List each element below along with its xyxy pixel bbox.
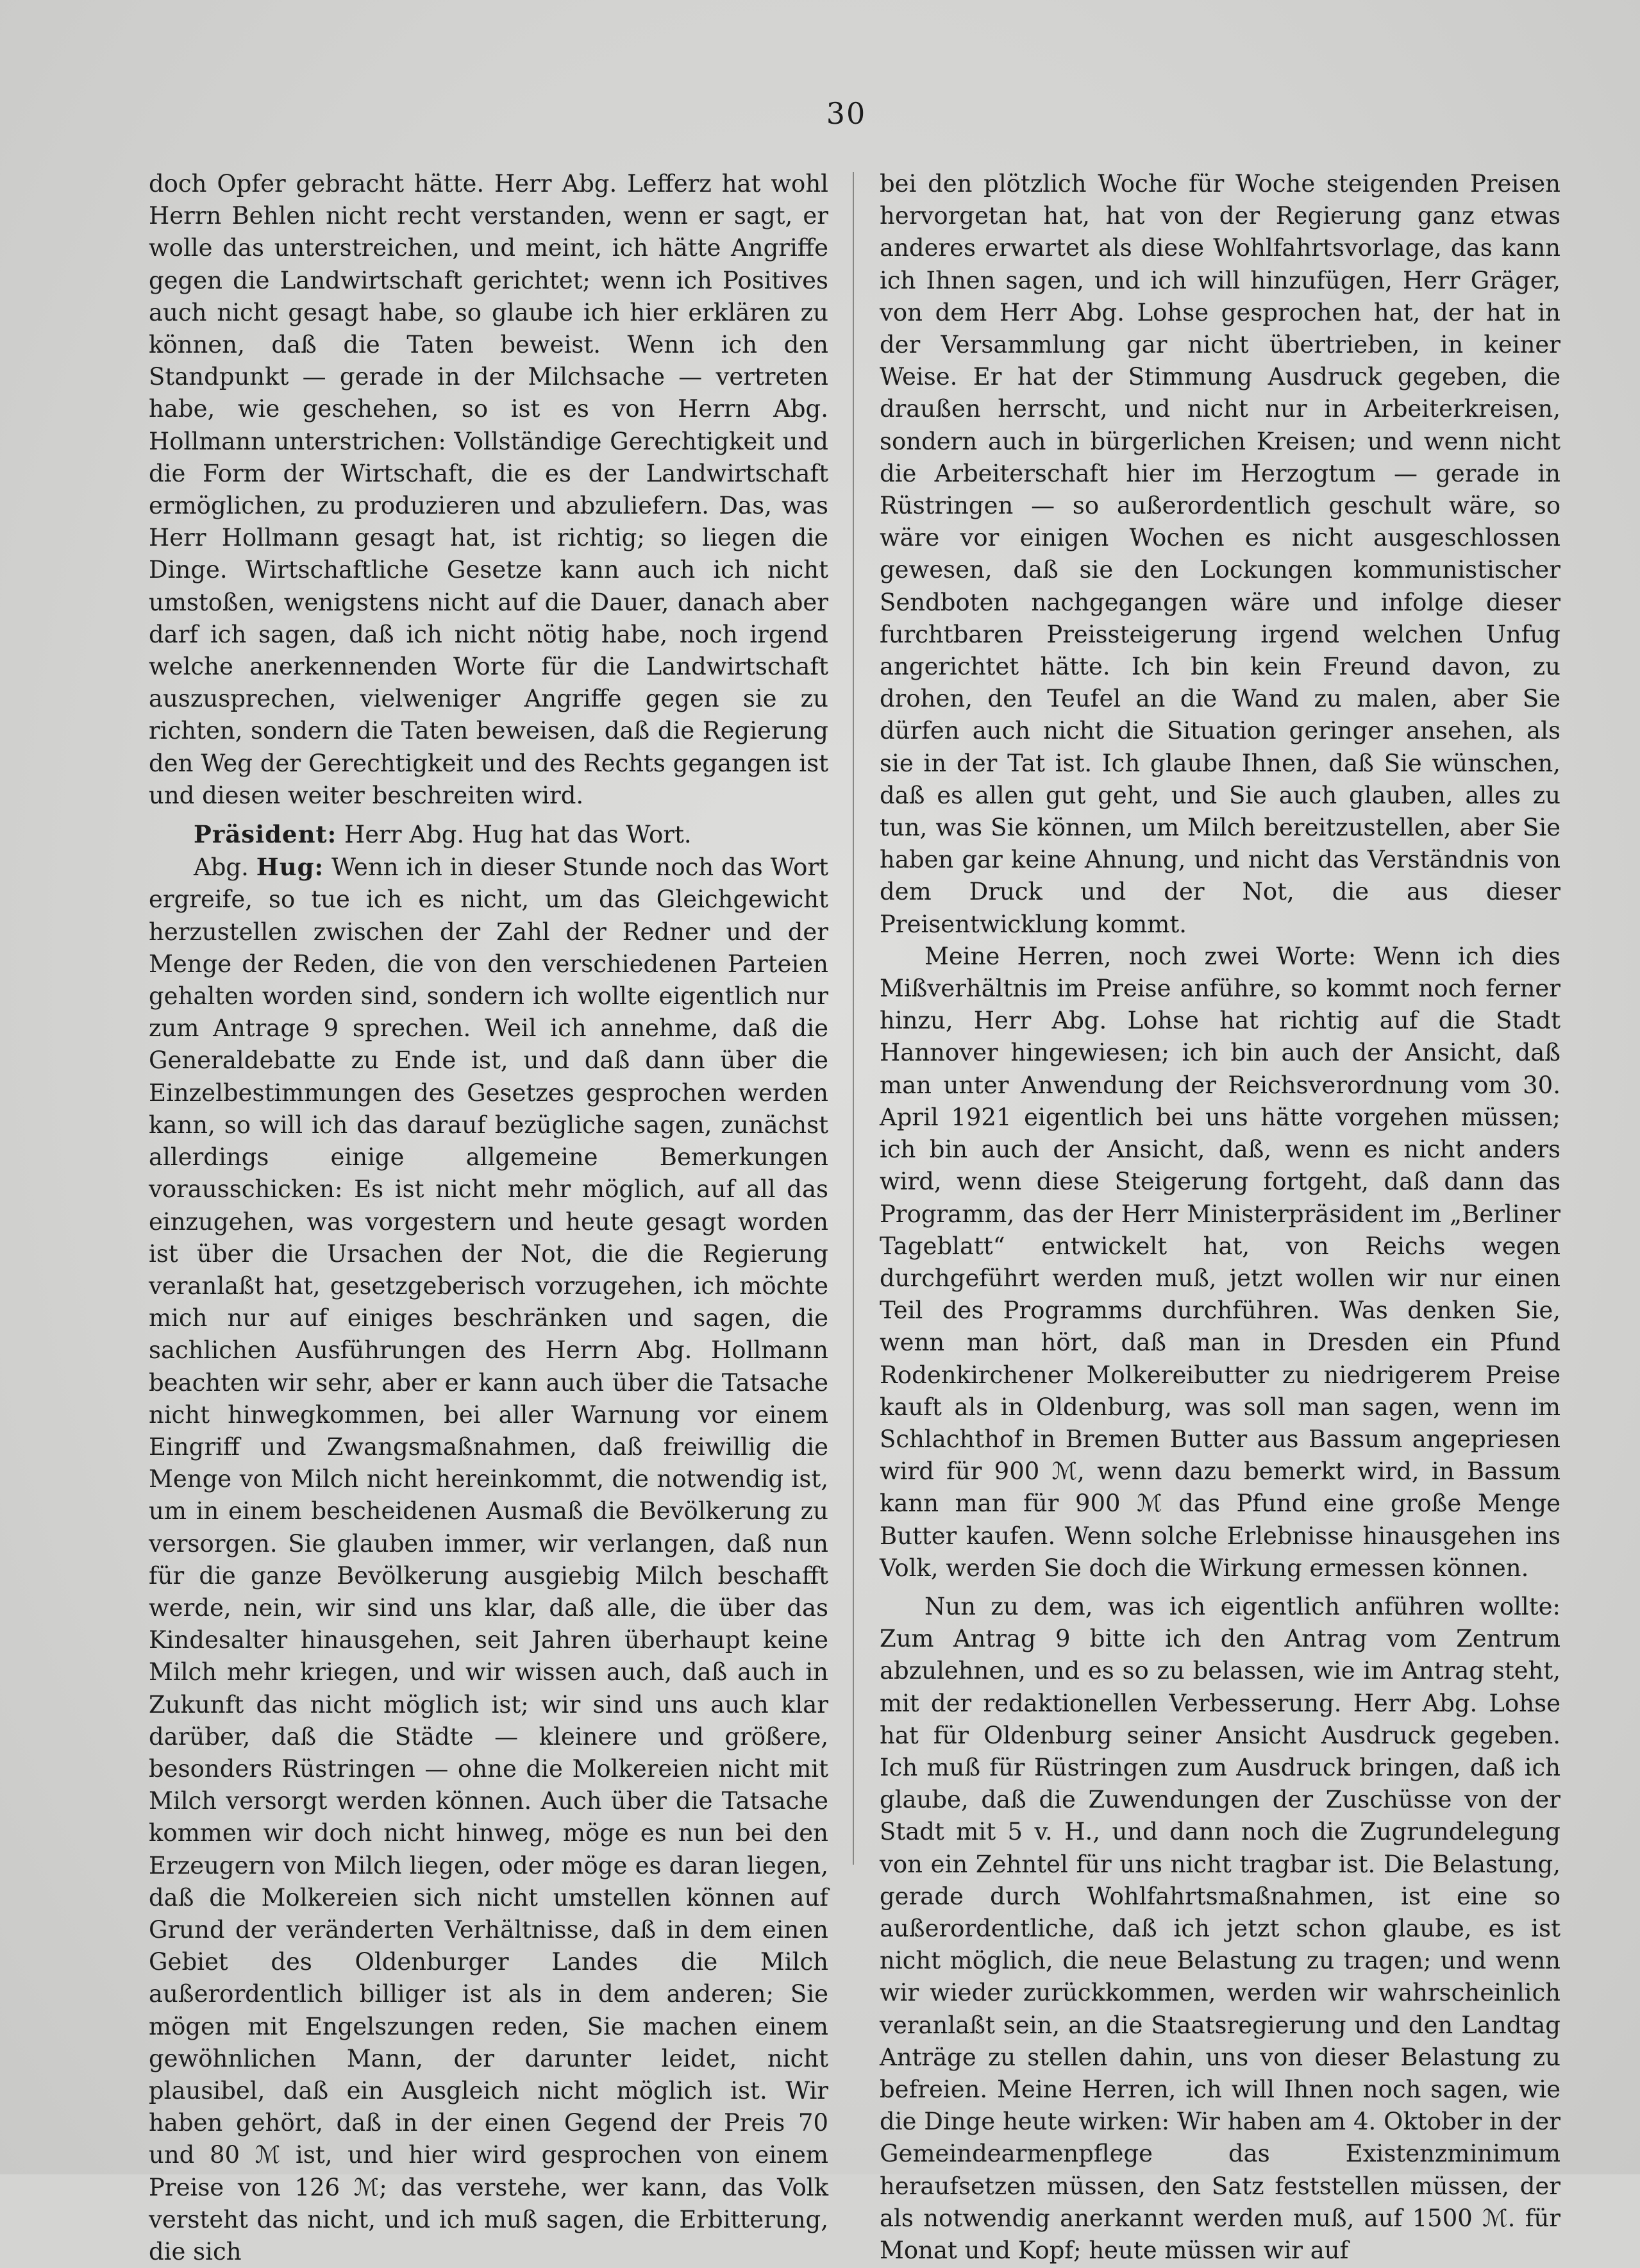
hug-prefix: Abg. xyxy=(194,853,249,882)
right-column xyxy=(880,168,1561,2267)
hug-text: Wenn ich in dieser Stunde noch das Wort ergreife, so tue ich es nicht, um das Gleichgewicht herzustellen zwischen der Zahl der Redner und der Menge der Reden, die von den verschiedenen Parteien gehalten worden sind, sondern ich wollte eigentlich nur zum Antrage 9 sprechen. Weil ich annehme, daß die Generaldebatte zu Ende ist, und daß dann über die Einzelbestimmungen des Gesetzes gesprochen werden kann, so will ich das darauf bezügliche sagen, zunächst allerdings einige allgemeine Bemerkungen vorausschicken: Es ist nicht mehr möglich, auf all das einzugehen, was vorgestern und heute gesagt worden ist über die Ursachen der Not, die die Regierung veranlaßt hat, gesetzgeberisch vorzugehen, ich möchte mich nur auf einiges beschränken und sagen, die sachlichen Ausführungen des Herrn Abg. Hollmann beachten wir sehr, aber er kann auch über die Tatsache nicht hinwegkommen, bei aller Warnung vor einem Eingriff und Zwangsmaßnahmen, daß freiwillig die Menge von Milch nicht hereinkommt, die notwendig ist, um in einem bescheidenen Ausmaß die Bevölkerung zu versorgen. Sie glauben immer, wir verlangen, daß nun für die ganze Bevölkerung ausgiebig Milch beschafft werde, nein, wir sind uns klar, daß alle, die über das Kindesalter hinausgehen, seit Jahren überhaupt keine Milch mehr kriegen, und wir wissen auch, daß auch in Zukunft das nicht möglich ist; wir sind uns auch klar darüber, daß die Städte — kleinere und größere, besonders Rüstringen — ohne die Molkereien nicht mit Milch versorgt werden können. Auch über die Tatsache kommen wir doch nicht hinweg, möge es nun bei den Erzeugern von Milch liegen, oder möge es daran liegen, daß die Molkereien sich nicht umstellen können auf Grund der veränderten Verhältnisse, daß in dem einen Gebiet des Oldenburger Landes die Milch außerordentlich billiger ist als in dem anderen; Sie mögen mit Engelszungen reden, Sie machen einem gewöhnlichen Mann, der darunter leidet, nicht plausibel, daß ein Ausgleich nicht möglich ist. Wir haben gehört, daß in der einen Gegend der Preis 70 und 80 ℳ ist, und hier wird gesprochen von einem Preise von 126 ℳ; das verstehe, wer kann, das Volk versteht das nicht, und ich muß sagen, die Erbitterung, die sich xyxy=(149,853,828,2265)
president-speaker-label: Präsident: xyxy=(194,820,337,849)
left-paragraph-1: doch Opfer gebracht hätte. Herr Abg. Lefferz hat wohl Herrn Behlen nicht recht verstanden, wenn er sagt, er wolle das unterstreichen, und meint, ich hätte Angriffe gegen die Landwirtschaft gerichtet; wenn ich Positives auch nicht gesagt habe, so glaube ich hier erklären zu können, daß die Taten beweist. Wenn ich den Standpunkt — gerade in der Milchsache — vertreten habe, wie geschehen, so ist es von Herrn Abg. Hollmann unterstrichen: Vollständige Gerechtigkeit und die Form der Wirtschaft, die es der Landwirtschaft ermöglichen, zu produzieren und abzuliefern. Das, was Herr Hollmann gesagt hat, ist richtig; so liegen die Dinge. Wirtschaftliche Gesetze kann auch ich nicht umstoßen, wenigstens nicht auf die Dauer, danach aber darf ich sagen, daß ich nicht nötig habe, noch irgend welche anerkennenden Worte für die Landwirtschaft auszusprechen, vielweniger Angriffe gegen sie zu richten, sondern die Taten beweisen, daß die Regierung den Weg der Gerechtigkeit und des Rechts gegangen ist und diesen weiter beschreiten wird. xyxy=(149,170,828,809)
president-paragraph xyxy=(149,818,828,851)
right-paragraph-3: Nun zu dem, was ich eigentlich anführen wollte: Zum Antrag 9 bitte ich den Antrag vom Zentrum abzulehnen, und es so zu belassen, wie im Antrag steht, mit der redaktionellen Verbesserung. Herr Abg. Lohse hat für Oldenburg seiner Ansicht Ausdruck gegeben. Ich muß für Rüstringen zum Ausdruck bringen, daß ich glaube, daß die Zuwendungen der Zuschüsse von der Stadt mit 5 v. H., und dann noch die Zugrundelegung von ein Zehntel für uns nicht tragbar ist. Die Belastung, gerade durch Wohlfahrtsmaßnahmen, ist eine so außerordentliche, daß ich jetzt schon glaube, es ist nicht möglich, die neue Belastung zu tragen; und wenn wir wieder zurückkommen, werden wir wahrscheinlich veranlaßt sein, an die Staatsregierung und den Landtag Anträge zu stellen dahin, uns von dieser Belastung zu befreien. Meine Herren, ich will Ihnen noch sagen, wie die Dinge heute wirken: Wir haben am 4. Oktober in der Gemeindearmenpflege das Existenzminimum heraufsetzen müssen, den Satz feststellen müssen, der als notwendig anerkannt werden muß, auf 1500 ℳ. für Monat und Kopf; heute müssen wir auf xyxy=(880,1592,1561,2264)
hug-speaker-label: Hug: xyxy=(256,853,324,882)
president-text: Herr Abg. Hug hat das Wort. xyxy=(344,821,692,849)
column-divider xyxy=(853,172,854,1865)
right-paragraph-1: bei den plötzlich Woche für Woche steigenden Preisen hervorgetan hat, hat von der Regierung ganz etwas anderes erwartet als diese Wohlfahrtsvorlage, das kann ich Ihnen sagen, und ich will hinzufügen, Herr Gräger, von dem Herr Abg. Lohse gesprochen hat, der hat in der Versammlung gar nicht übertrieben, in keiner Weise. Er hat der Stimmung Ausdruck gegeben, die draußen herrscht, und nicht nur in Arbeiterkreisen, sondern auch in bürgerlichen Kreisen; und wenn nicht die Arbeiterschaft hier im Herzogtum — gerade in Rüstringen — so außerordentlich geschult wäre, so wäre vor einigen Wochen es nicht ausgeschlossen gewesen, daß sie den Lockungen kommunistischer Sendboten nachgegangen wäre und infolge dieser furchtbaren Preissteigerung irgend welchen Unfug angerichtet hätte. Ich bin kein Freund davon, zu drohen, den Teufel an die Wand zu malen, aber Sie dürfen auch nicht die Situation geringer ansehen, als sie in der Tat ist. Ich glaube Ihnen, daß Sie wünschen, daß es allen gut geht, und Sie auch glauben, alles zu tun, was Sie können, um Milch bereitzustellen, aber Sie haben gar keine Ahnung, und nicht das Verständnis von dem Druck und der Not, die aus dieser Preisentwicklung kommt. xyxy=(880,170,1561,938)
page-number: 30 xyxy=(826,96,867,131)
right-paragraph-2: Meine Herren, noch zwei Worte: Wenn ich dies Mißverhältnis im Preise anführe, so kommt noch ferner hinzu, Herr Abg. Lohse hat richtig auf die Stadt Hannover hingewiesen; ich bin auch der Ansicht, daß man unter Anwendung der Reichsverordnung vom 30. April 1921 eigentlich bei uns hätte vorgehen müssen; ich bin auch der Ansicht, daß, wenn es nicht anders wird, wenn diese Steigerung fortgeht, daß dann das Programm, das der Herr Ministerpräsident im „Berliner Tageblatt“ entwickelt hat, von Reichs wegen durchgeführt werden muß, jetzt wollen wir nur einen Teil des Programms durchführen. Was denken Sie, wenn man hört, daß man in Dresden ein Pfund Rodenkirchener Molkereibutter zu niedrigerem Preise kauft als in Oldenburg, was soll man sagen, wenn im Schlachthof in Bremen Butter aus Bassum angepriesen wird für 900 ℳ, wenn dazu bemerkt wird, in Bassum kann man für 900 ℳ das Pfund eine große Menge Butter kaufen. Wenn solche Erlebnisse hinausgehen ins Volk, werden Sie doch die Wirkung ermessen können. xyxy=(880,942,1561,1582)
hug-paragraph xyxy=(149,851,828,2268)
left-column xyxy=(149,168,828,2268)
